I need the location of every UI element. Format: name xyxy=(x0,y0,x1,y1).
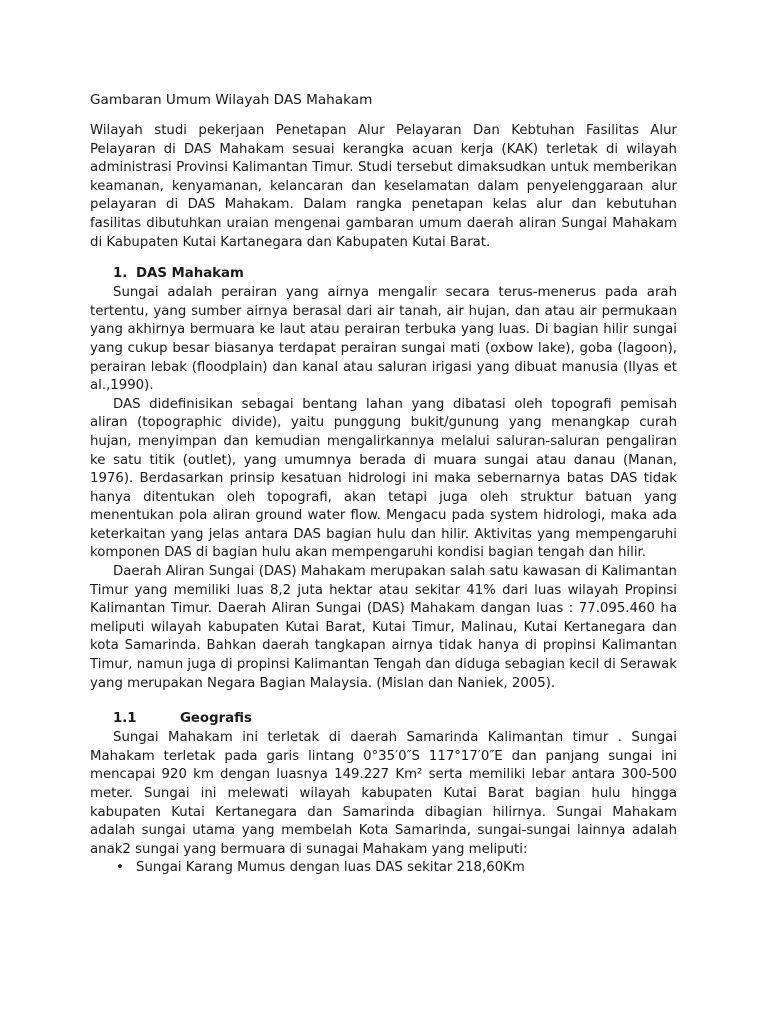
subsection-heading-geografis xyxy=(90,709,677,729)
subsection-heading-text: Geografis xyxy=(180,711,252,727)
document-body xyxy=(90,90,677,878)
paragraph-geografis: Sungai Mahakam ini terletak di daerah Samarinda Kalimantan timur . Sungai Mahakam terletak pada garis lintang 0°35′0″S 117°17′0″E dan panjang sungai ini mencapai 920 km dengan luasnya 149.227 Km² serta memiliki lebar antara 300-500 meter. Sungai ini melewati wilayah kabupaten Kutai Barat bagian hulu hingga kabupaten Kutai Kertanegara dan Samarinda dibagian hilirnya. Sungai Mahakam adalah sungai utama yang membelah Kota Samarinda, sungai-sungai lainnya adalah anak2 sungai yang bermuara di sunagai Mahakam yang meliputi: xyxy=(90,730,677,857)
bullet-list xyxy=(90,859,677,878)
paragraph-das-mahakam-area: Daerah Aliran Sungai (DAS) Mahakam merupakan salah satu kawasan di Kalimantan Timur yang memiliki luas 8,2 juta hektar atau sekitar 41% dari luas wilayah Propinsi Kalimantan Timur. Daerah Aliran Sungai (DAS) Mahakam dangan luas : 77.095.460 ha meliputi wilayah kabupaten Kutai Barat, Kutai Timur, Malinau, Kutai Kertanegara dan kota Samarinda. Bahkan daerah tangkapan airnya tidak hanya di propinsi Kalimantan Timur, namun juga di propinsi Kalimantan Tengah dan diduga sebagian kecil di Serawak yang merupakan Negara Bagian Malaysia. (Mislan dan Naniek, 2005). xyxy=(90,564,677,691)
document-title: Gambaran Umum Wilayah DAS Mahakam xyxy=(90,92,373,108)
list-item xyxy=(90,859,677,878)
section-heading-text: DAS Mahakam xyxy=(136,266,244,282)
subsection-number: 1.1 xyxy=(113,711,137,727)
paragraph-das-definition: DAS didefinisikan sebagai bentang lahan yang dibatasi oleh topografi pemisah aliran (topographic divide), yaitu punggung bukit/gunung yang menangkap curah hujan, menyimpan dan kemudian mengalirkannya melalui saluran-saluran pengaliran ke satu titik (outlet), yang umumnya berada di muara sungai atau danau (Manan, 1976). Berdasarkan prinsip kesatuan hidrologi ini maka sebernarnya batas DAS tidak hanya ditentukan oleh topografi, akan tetapi juga oleh struktur batuan yang menentukan pola aliran ground water flow. Mengacu pada system hidrologi, maka ada keterkaitan yang jelas antara DAS bagian hulu dan hilir. Aktivitas yang mempengaruhi komponen DAS di bagian hulu akan mempengaruhi kondisi bagian tengah dan hilir. xyxy=(90,396,677,561)
paragraph-sungai-definition: Sungai adalah perairan yang airnya mengalir secara terus-menerus pada arah tertentu, yang sumber airnya berasal dari air tanah, air hujan, dan atau air permukaan yang akhirnya bermuara ke laut atau perairan terbuka yang luas. Di bagian hilir sungai yang cukup besar biasanya terdapat perairan sungai mati (oxbow lake), goba (lagoon), perairan lebak (floodplain) dan kanal atau saluran irigasi yang dibuat manusia (Ilyas et al.,1990). xyxy=(90,285,677,394)
section-number: 1. xyxy=(113,266,128,282)
bullet-icon: • xyxy=(116,860,124,876)
intro-paragraph: Wilayah studi pekerjaan Penetapan Alur Pelayaran Dan Kebtuhan Fasilitas Alur Pelayaran di DAS Mahakam sesuai kerangka acuan kerja (KAK) terletak di wilayah administrasi Provinsi Kalimantan Timur. Studi tersebut dimaksudkan untuk memberikan keamanan, kenyamanan, kelancaran dan keselamatan dalam penyelenggaraan alur pelayaran di DAS Mahakam. Dalam rangka penetapan kelas alur dan kebutuhan fasilitas dibutuhkan uraian mengenai gambaran umum daerah aliran Sungai Mahakam di Kabupaten Kutai Kartanegara dan Kabupaten Kutai Barat. xyxy=(90,123,677,250)
list-item-text: Sungai Karang Mumus dengan luas DAS sekitar 218,60Km xyxy=(136,860,525,876)
section-heading-das-mahakam xyxy=(90,264,677,284)
